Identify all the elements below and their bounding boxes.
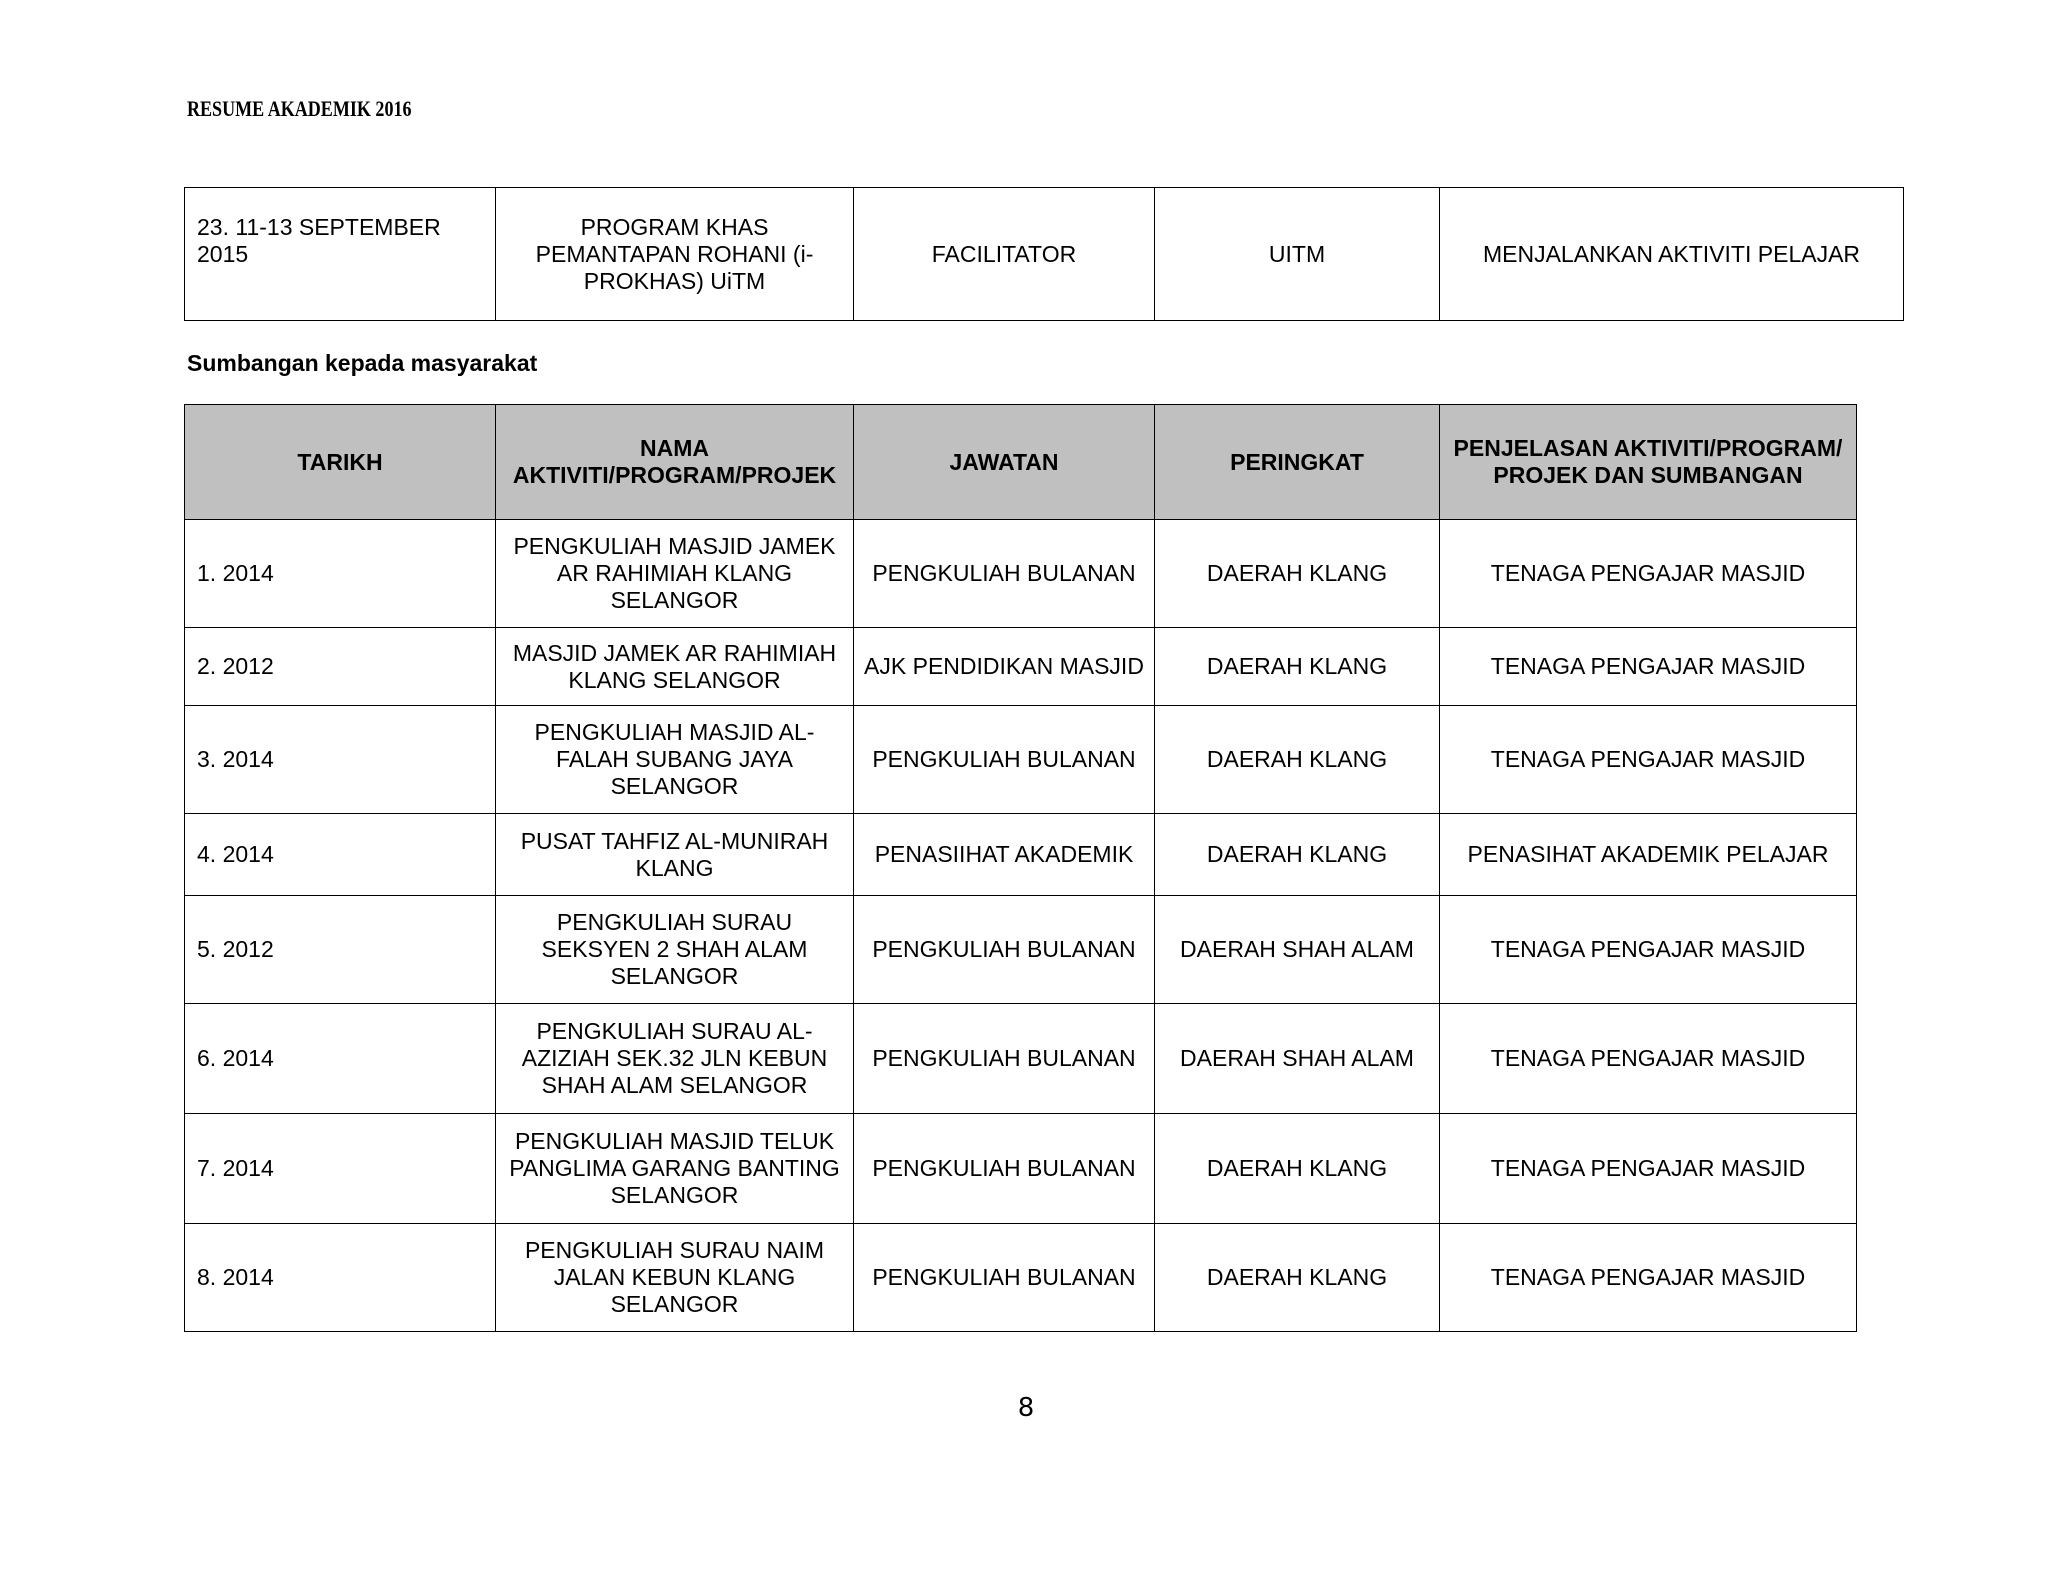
nama-cell: PENGKULIAH SURAU NAIM JALAN KEBUN KLANG SELANGOR [496,1224,854,1332]
nama-cell: PUSAT TAHFIZ AL-MUNIRAH KLANG [496,814,854,896]
running-header: RESUME AKADEMIK 2016 [187,96,412,121]
penjelasan-cell: TENAGA PENGAJAR MASJID [1440,706,1857,814]
table-row [185,628,1857,706]
header-nama: NAMA AKTIVITI/PROGRAM/PROJEK [496,405,854,520]
penjelasan-cell: TENAGA PENGAJAR MASJID [1440,1224,1857,1332]
jawatan-cell: PENGKULIAH BULANAN [854,1004,1155,1114]
nama-cell: PENGKULIAH MASJID AL-FALAH SUBANG JAYA SELANGOR [496,706,854,814]
header-penjelasan: PENJELASAN AKTIVITI/PROGRAM/ PROJEK DAN SUMBANGAN [1440,405,1857,520]
page-number: 8 [1017,1393,1035,1423]
penjelasan-cell: PENASIHAT AKADEMIK PELAJAR [1440,814,1857,896]
header-peringkat: PERINGKAT [1155,405,1440,520]
penjelasan-cell: TENAGA PENGAJAR MASJID [1440,896,1857,1004]
peringkat-cell: DAERAH KLANG [1155,520,1440,628]
nama-cell: PENGKULIAH MASJID JAMEK AR RAHIMIAH KLANG SELANGOR [496,520,854,628]
tarikh-cell: 5. 2012 [185,896,496,1004]
tarikh-cell: 23. 11-13 SEPTEMBER 2015 [185,188,496,321]
peringkat-cell: DAERAH KLANG [1155,814,1440,896]
table-row [185,1224,1857,1332]
table-row [185,1114,1857,1224]
penjelasan-cell: TENAGA PENGAJAR MASJID [1440,520,1857,628]
table-row [185,188,1904,321]
jawatan-cell: PENGKULIAH BULANAN [854,1114,1155,1224]
table-row [185,896,1857,1004]
table-row [185,1004,1857,1114]
jawatan-cell: PENGKULIAH BULANAN [854,706,1155,814]
tarikh-cell: 8. 2014 [185,1224,496,1332]
peringkat-cell: DAERAH KLANG [1155,1114,1440,1224]
nama-cell: PENGKULIAH SURAU SEKSYEN 2 SHAH ALAM SELANGOR [496,896,854,1004]
peringkat-cell: DAERAH SHAH ALAM [1155,1004,1440,1114]
penjelasan-cell: TENAGA PENGAJAR MASJID [1440,1004,1857,1114]
header-jawatan: JAWATAN [854,405,1155,520]
tarikh-cell: 7. 2014 [185,1114,496,1224]
jawatan-cell: PENGKULIAH BULANAN [854,520,1155,628]
jawatan-cell: PENASIIHAT AKADEMIK [854,814,1155,896]
jawatan-cell: PENGKULIAH BULANAN [854,1224,1155,1332]
peringkat-cell: DAERAH SHAH ALAM [1155,896,1440,1004]
peringkat-cell: UITM [1155,188,1440,321]
peringkat-cell: DAERAH KLANG [1155,1224,1440,1332]
penjelasan-cell: TENAGA PENGAJAR MASJID [1440,628,1857,706]
penjelasan-cell: TENAGA PENGAJAR MASJID [1440,1114,1857,1224]
penjelasan-cell: MENJALANKAN AKTIVITI PELAJAR [1440,188,1904,321]
jawatan-cell: AJK PENDIDIKAN MASJID [854,628,1155,706]
nama-cell: MASJID JAMEK AR RAHIMIAH KLANG SELANGOR [496,628,854,706]
header-tarikh: TARIKH [185,405,496,520]
top-activity-table [184,187,1904,321]
community-contribution-table [184,404,1857,1332]
table-row [185,706,1857,814]
nama-cell: PENGKULIAH SURAU AL-AZIZIAH SEK.32 JLN KEBUN SHAH ALAM SELANGOR [496,1004,854,1114]
table-header-row [185,405,1857,520]
tarikh-cell: 2. 2012 [185,628,496,706]
table-row [185,814,1857,896]
tarikh-cell: 3. 2014 [185,706,496,814]
jawatan-cell: PENGKULIAH BULANAN [854,896,1155,1004]
tarikh-cell: 1. 2014 [185,520,496,628]
jawatan-cell: FACILITATOR [854,188,1155,321]
peringkat-cell: DAERAH KLANG [1155,628,1440,706]
section-title: Sumbangan kepada masyarakat [187,350,538,376]
peringkat-cell: DAERAH KLANG [1155,706,1440,814]
table-row [185,520,1857,628]
tarikh-cell: 6. 2014 [185,1004,496,1114]
nama-cell: PROGRAM KHAS PEMANTAPAN ROHANI (i-PROKHAS) UiTM [496,188,854,321]
tarikh-cell: 4. 2014 [185,814,496,896]
nama-cell: PENGKULIAH MASJID TELUK PANGLIMA GARANG BANTING SELANGOR [496,1114,854,1224]
